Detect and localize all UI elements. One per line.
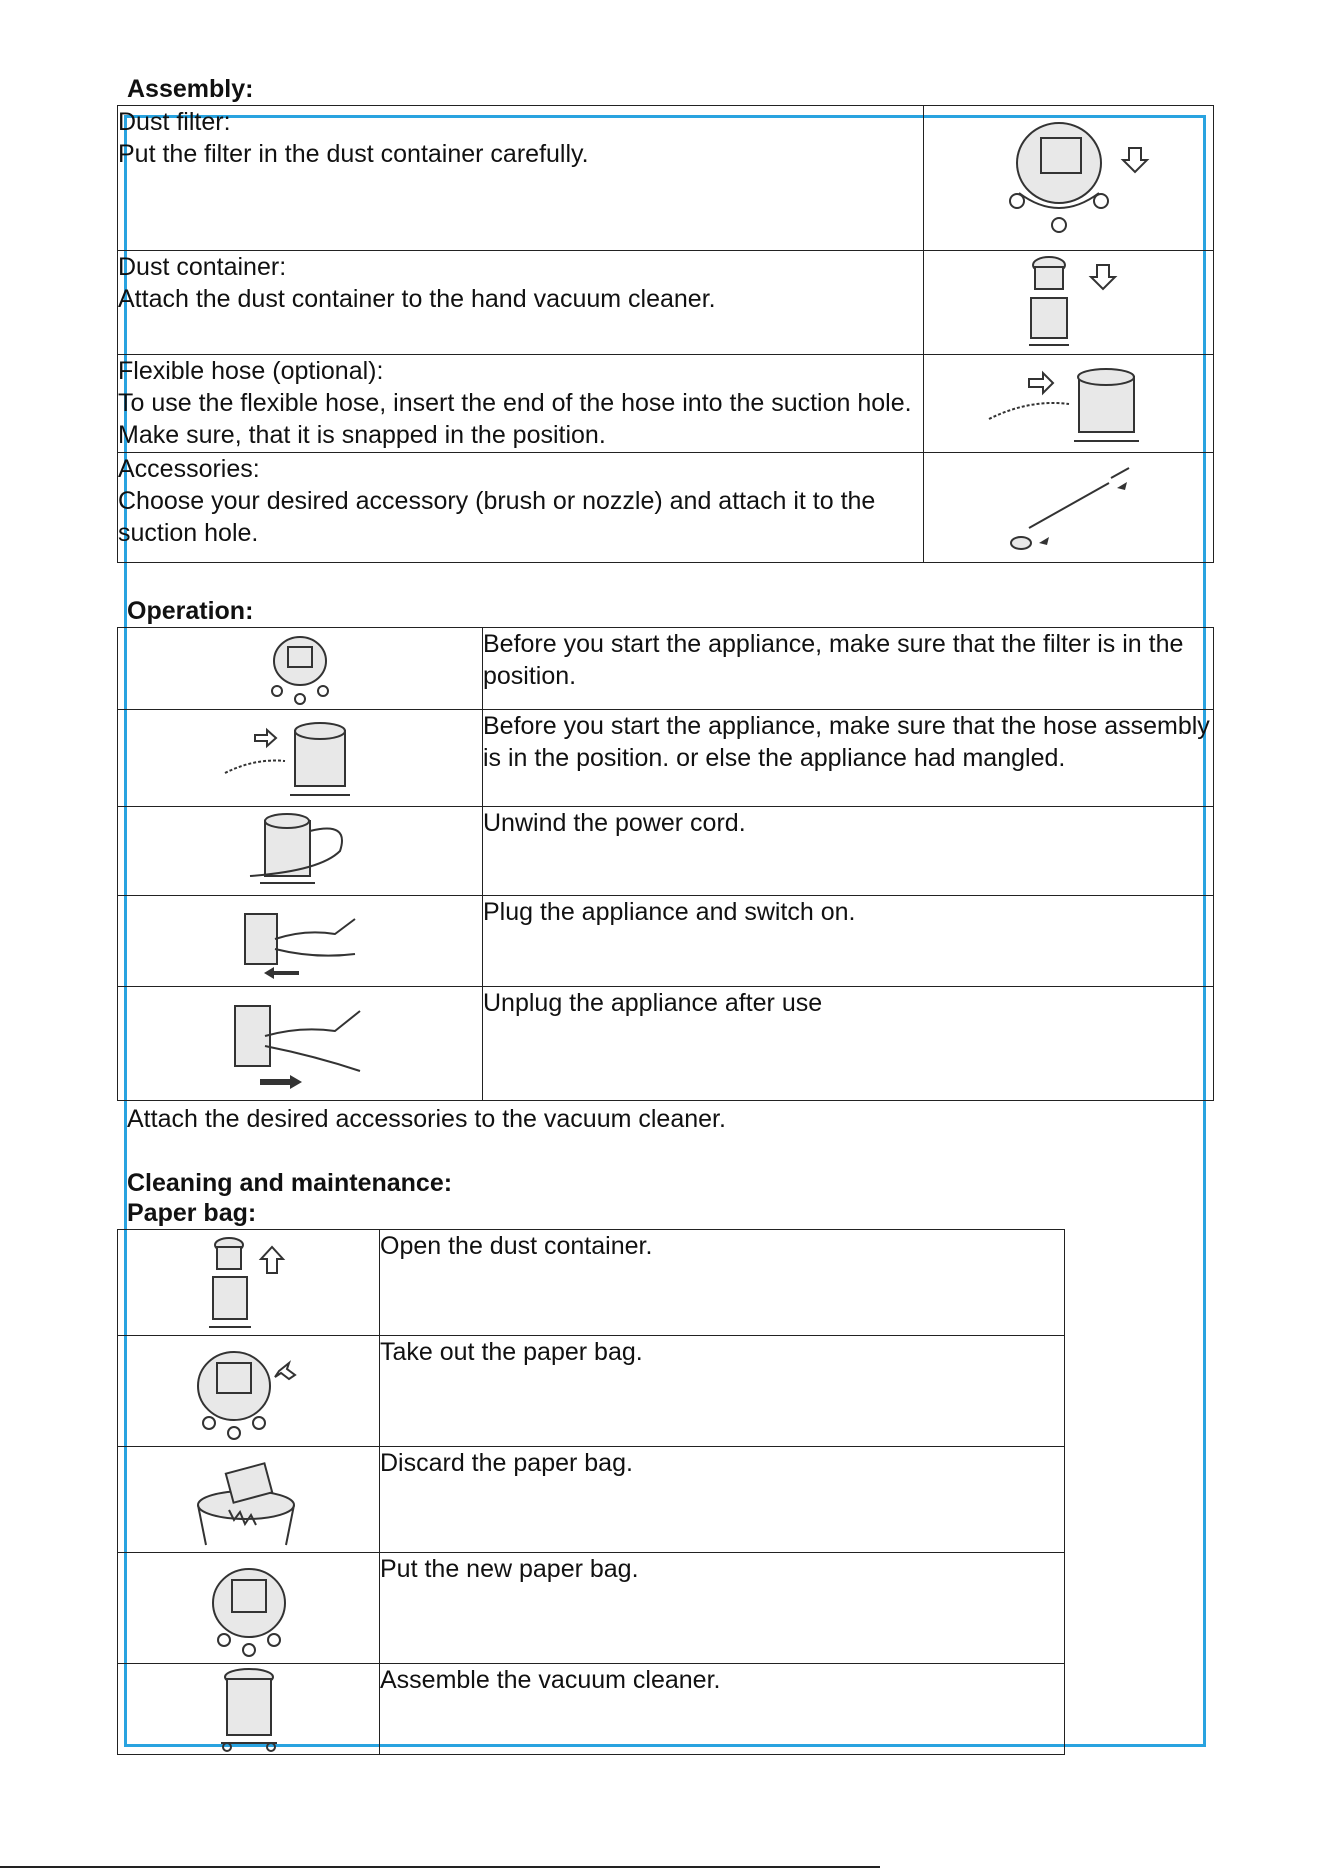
row-text: Before you start the appliance, make sure that the filter is in the position.	[483, 630, 1191, 690]
operation-text-cell	[483, 628, 1214, 710]
row-text: Choose your desired accessory (brush or nozzle) and attach it to the suction hole.	[118, 487, 883, 547]
footer-rule	[0, 1866, 880, 1868]
take-out-bag-icon	[118, 1336, 380, 1447]
table-row	[118, 628, 1214, 710]
cleaning-table	[117, 1229, 1065, 1755]
vacuum-hose-icon	[924, 355, 1214, 453]
operation-text-cell	[483, 710, 1224, 807]
cleaning-heading: Cleaning and maintenance:	[127, 1169, 453, 1197]
table-row	[118, 251, 1214, 355]
assembly-heading: Assembly:	[127, 75, 254, 103]
open-container-icon	[118, 1230, 380, 1336]
vacuum-container-icon	[924, 251, 1214, 355]
paper-bag-subheading: Paper bag:	[127, 1199, 257, 1227]
table-row	[118, 807, 1214, 896]
row-text: Take out the paper bag.	[380, 1338, 643, 1366]
row-text: Plug the appliance and switch on.	[483, 898, 856, 926]
cleaning-text-cell	[380, 1336, 1065, 1447]
row-title: Accessories:	[118, 455, 260, 483]
operation-text-cell	[483, 987, 1214, 1101]
row-title: Dust container:	[118, 253, 287, 281]
operation-table	[117, 627, 1224, 1101]
assembly-text-cell	[118, 355, 924, 453]
assembly-text-cell	[118, 251, 924, 355]
plug-in-icon	[118, 896, 483, 987]
cleaning-text-cell	[380, 1230, 1065, 1336]
row-text: Discard the paper bag.	[380, 1449, 633, 1477]
row-text: Put the filter in the dust container carefully.	[118, 140, 589, 168]
row-text: To use the flexible hose, insert the end of the hose into the suction hole. Make sure, that it is snapped in the position.	[118, 389, 919, 449]
assembled-vacuum-icon	[118, 1664, 380, 1755]
cleaning-text-cell	[380, 1447, 1065, 1553]
row-text: Unplug the appliance after use	[483, 989, 823, 1017]
row-text: Attach the dust container to the hand vacuum cleaner.	[118, 285, 716, 313]
table-row	[118, 1230, 1065, 1336]
table-row	[118, 710, 1214, 807]
table-row	[118, 1336, 1065, 1447]
operation-heading: Operation:	[127, 597, 254, 625]
unplug-icon	[118, 987, 483, 1101]
assembly-text-cell	[118, 106, 924, 251]
table-row	[118, 1664, 1065, 1755]
operation-text-cell	[483, 896, 1214, 987]
cleaning-text-cell	[380, 1664, 1065, 1755]
table-row	[118, 1447, 1065, 1553]
vacuum-filter-icon	[924, 106, 1214, 251]
row-text: Before you start the appliance, make sure that the hose assembly is in the position. or else the appliance had mangled.	[483, 712, 1224, 772]
row-text: Put the new paper bag.	[380, 1555, 639, 1583]
table-row	[118, 106, 1214, 251]
assembly-text-cell	[118, 453, 924, 563]
table-row	[118, 987, 1214, 1101]
operation-text-cell	[483, 807, 1214, 896]
row-text: Unwind the power cord.	[483, 809, 746, 837]
discard-bag-icon	[118, 1447, 380, 1553]
power-cord-icon	[118, 807, 483, 896]
row-text: Open the dust container.	[380, 1232, 653, 1260]
new-bag-icon	[118, 1553, 380, 1664]
assembly-table	[117, 105, 1214, 563]
row-title: Dust filter:	[118, 108, 231, 136]
table-row	[118, 896, 1214, 987]
row-title: Flexible hose (optional):	[118, 357, 384, 385]
table-row	[118, 453, 1214, 563]
cleaning-text-cell	[380, 1553, 1065, 1664]
vacuum-filter-icon	[118, 628, 483, 710]
vacuum-hose-icon	[118, 710, 483, 807]
accessories-icon	[924, 453, 1214, 563]
table-row	[118, 355, 1214, 453]
row-text: Assemble the vacuum cleaner.	[380, 1666, 721, 1694]
table-row	[118, 1553, 1065, 1664]
operation-note: Attach the desired accessories to the vacuum cleaner.	[127, 1105, 726, 1133]
